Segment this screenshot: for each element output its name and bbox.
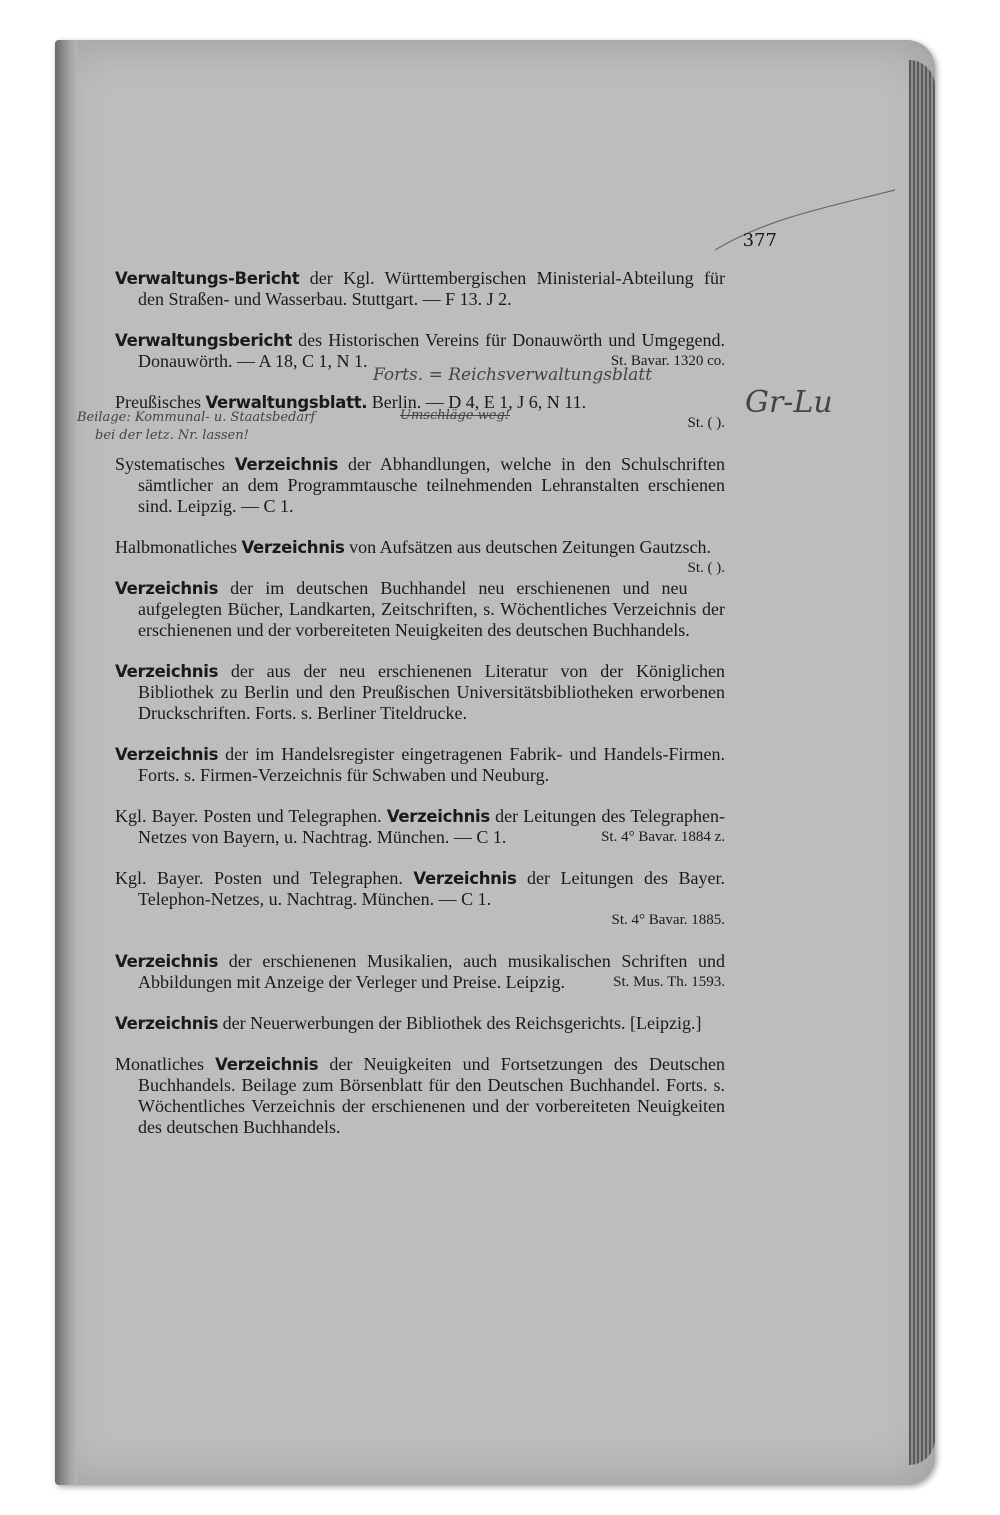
page-number: 377: [742, 230, 777, 251]
shelf-mark: St. ( ).: [687, 415, 725, 431]
shelf-mark: St. 4° Bavar. 1884 z.: [601, 829, 725, 845]
catalog-entry: [115, 806, 725, 848]
binding-shadow: [55, 40, 77, 1485]
handwritten-struck-word: Umschläge weg!: [400, 408, 511, 423]
catalog-entry: [115, 868, 725, 931]
catalog-entries: [115, 268, 725, 1158]
entry-text: Systematisches: [115, 454, 235, 474]
entry-keyword: Verwaltungsbericht: [115, 331, 293, 350]
entry-keyword: Verwaltungsblatt.: [205, 393, 368, 412]
entry-text: der Neuerwerbungen der Bibliothek des Reichsgerichts. [Leipzig.]: [218, 1013, 702, 1033]
shelf-mark: St. ( ).: [687, 560, 725, 576]
entry-keyword: Verzeichnis: [413, 869, 517, 888]
entry-text: der Neuigkeiten und Fortsetzungen des Deutschen Buchhandels. Beilage zum Börsenblatt für den Deutschen Buchhandel. Forts. s. Wöchentliches Verzeichnis der erschienenen und der vorbereiteten Neuigkeiten des deutschen Buchhandels.: [138, 1054, 725, 1137]
entry-keyword: Verzeichnis: [241, 538, 345, 557]
catalog-entry: [115, 537, 725, 576]
page-edges: [909, 60, 935, 1465]
catalog-entry: [115, 1054, 725, 1138]
entry-text: Kgl. Bayer. Posten und Telegraphen.: [115, 806, 387, 826]
shelf-mark: St. 4° Bavar. 1885.: [611, 912, 725, 928]
entry-text: der Kgl. Württembergischen Ministerial-Abteilung für den Straßen- und Wasserbau. Stuttgart. — F 13. J 2.: [138, 268, 725, 309]
entry-text: Kgl. Bayer. Posten und Telegraphen.: [115, 868, 414, 888]
handwritten-second-note: bei der letz. Nr. lassen!: [95, 428, 249, 443]
handwritten-forts-note: Forts. = Reichsverwaltungsblatt: [373, 365, 653, 385]
entry-keyword: Verzeichnis: [215, 1055, 319, 1074]
entry-keyword: Verzeichnis: [386, 807, 490, 826]
catalog-entry: [115, 744, 725, 786]
shelf-mark: St. Mus. Th. 1593.: [613, 974, 725, 990]
handwritten-margin-note: Gr-Lu: [745, 385, 833, 420]
catalog-entry: [115, 454, 725, 517]
catalog-entry: [115, 951, 725, 993]
catalog-entry: [115, 661, 725, 724]
entry-text: der Leitungen des Telegraphen-Netzes von Bayern, u. Nachtrag. München. — C 1.: [138, 806, 725, 847]
entry-text: der Abhandlungen, welche in den Schulschriften sämtlicher an dem Programmtausche teilnehmenden Lehranstalten erschienen sind. Leipzig. — C 1.: [138, 454, 725, 516]
entry-text: Halbmonatliches: [115, 537, 242, 557]
entry-text: Monatliches: [115, 1054, 216, 1074]
entry-keyword: Verzeichnis: [115, 952, 219, 971]
book-page: [55, 40, 935, 1485]
entry-keyword: Verzeichnis: [234, 455, 339, 474]
shelf-mark: St. Bavar. 1320 co.: [610, 353, 725, 369]
entry-keyword: Verzeichnis: [115, 1014, 219, 1033]
entry-text: der aus der neu erschienenen Literatur von der Königlichen Bibliothek zu Berlin und den Preußischen Universitätsbibliotheken erworbenen Druckschriften. Forts. s. Berliner Titeldrucke.: [138, 661, 725, 723]
handwritten-beilage-note: Beilage: Kommunal- u. Staatsbedarf: [77, 410, 316, 425]
entry-text: von Aufsätzen aus deutschen Zeitungen Gautzsch.: [344, 537, 711, 557]
entry-keyword: Verzeichnis: [115, 662, 219, 681]
catalog-entry: [115, 268, 725, 310]
entry-text: Preußisches: [115, 392, 206, 412]
entry-text: des Historischen Vereins für Donauwörth und Umgegend. Donauwörth. — A 18, C 1, N 1.: [138, 330, 725, 371]
entry-text: der erschienenen Musikalien, auch musikalischen Schriften und Abbildungen mit Anzeige der Verleger und Preise. Leipzig.: [138, 951, 725, 992]
entry-text: der im deutschen Buchhandel neu erschienenen und neu aufgelegten Bücher, Landkarten, Zeitschriften, s. Wöchentliches Verzeichnis der erschienenen und der vorbereiteten Neuigkeiten des deutschen Buchhandels.: [138, 578, 725, 640]
entry-text: Berlin. — D 4, E 1, J 6, N 11.: [367, 392, 587, 412]
catalog-entry: [115, 578, 725, 641]
entry-keyword: Verzeichnis: [115, 579, 219, 598]
entry-text: der Leitungen des Bayer. Telephon-Netzes, u. Nachtrag. München. — C 1.: [138, 868, 725, 909]
entry-keyword: Verwaltungs-Bericht: [115, 269, 300, 288]
catalog-entry: [115, 1013, 725, 1034]
entry-text: der im Handelsregister eingetragenen Fabrik- und Handels-Firmen. Forts. s. Firmen-Verzeichnis für Schwaben und Neuburg.: [138, 744, 725, 785]
entry-keyword: Verzeichnis: [115, 745, 219, 764]
